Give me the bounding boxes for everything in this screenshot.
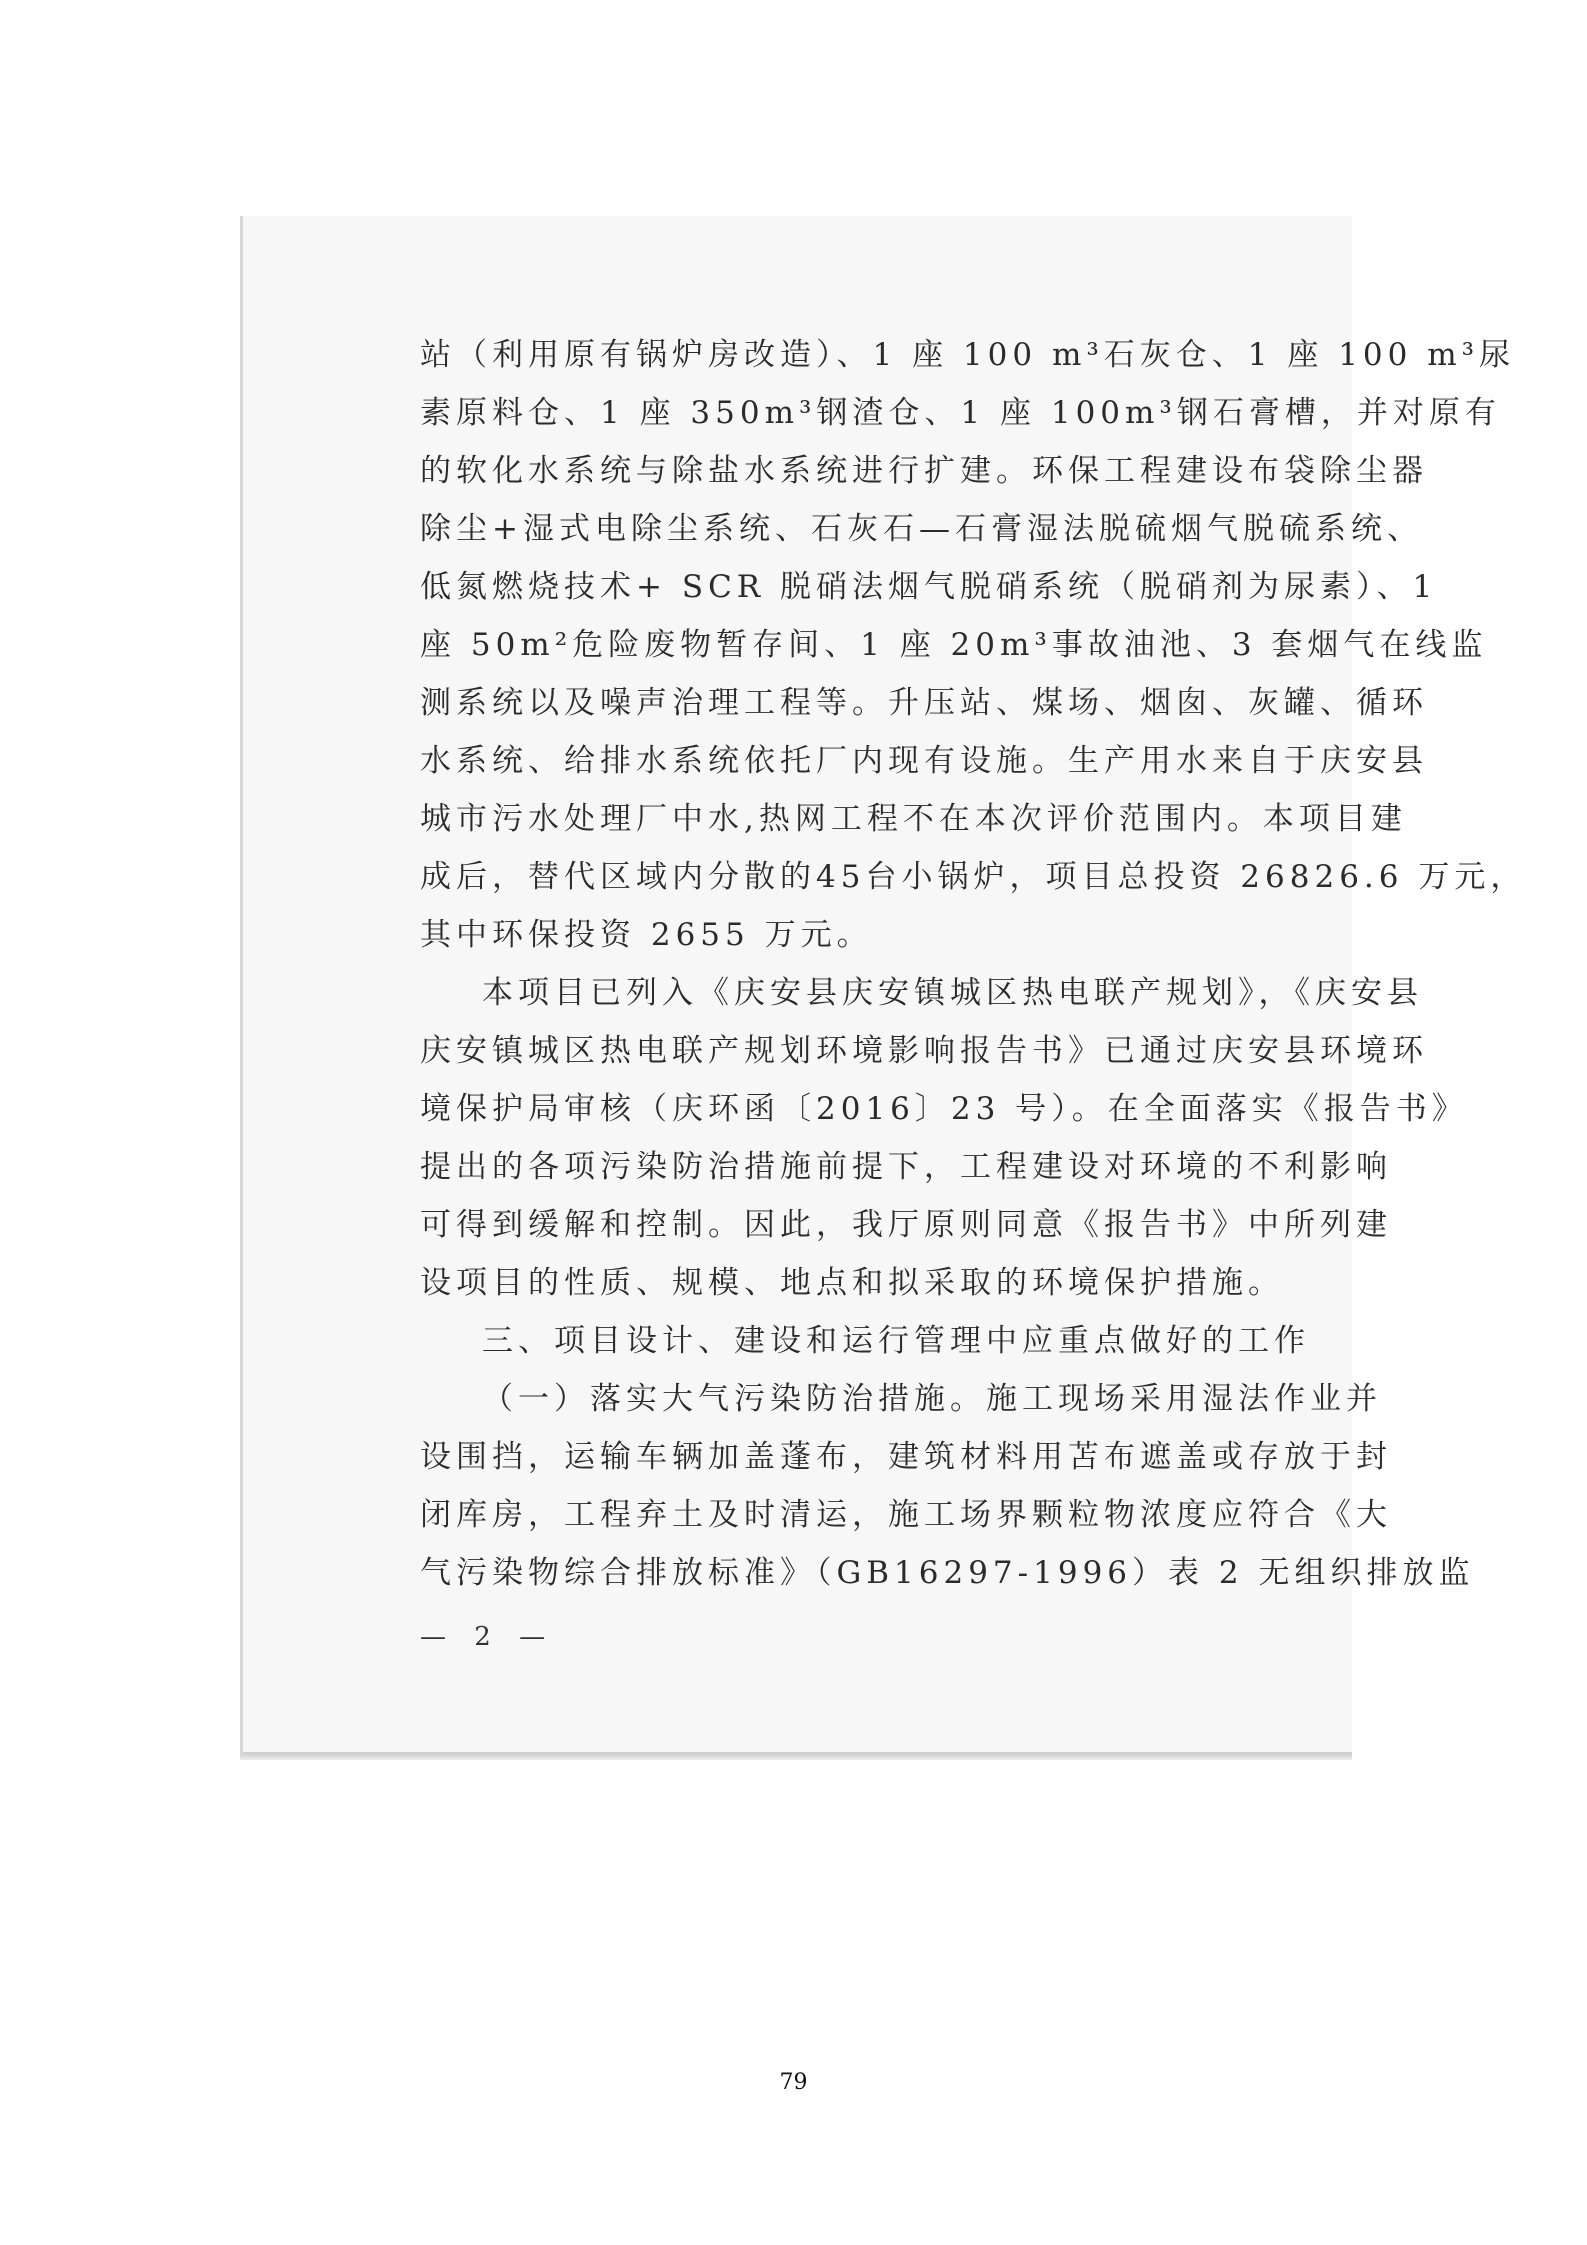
text-line: 气污染物综合排放标准》（GB16297-1996）表 2 无组织排放监 xyxy=(420,1555,1475,1591)
text-line: 成后，替代区域内分散的45台小锅炉，项目总投资 26826.6 万元， xyxy=(420,859,1527,895)
text-line: 座 50m²危险废物暂存间、1 座 20m³事故油池、3 套烟气在线监 xyxy=(420,627,1488,663)
text-line: 素原料仓、1 座 350m³钢渣仓、1 座 100m³钢石膏槽，并对原有 xyxy=(420,395,1501,431)
text-line: 低氮燃烧技术+ SCR 脱硝法烟气脱硝系统（脱硝剂为尿素）、1 xyxy=(420,569,1438,605)
text-line: 可得到缓解和控制。因此，我厅原则同意《报告书》中所列建 xyxy=(420,1207,1392,1243)
text-line: 其中环保投资 2655 万元。 xyxy=(420,917,873,953)
text-line: 除尘+湿式电除尘系统、石灰石—石膏湿法脱硫烟气脱硫系统、 xyxy=(420,511,1423,547)
text-line: 境保护局审核（庆环函〔2016〕23 号）。在全面落实《报告书》 xyxy=(420,1091,1468,1127)
body-text xyxy=(420,326,1527,1602)
text-line: 城市污水处理厂中水,热网工程不在本次评价范围内。本项目建 xyxy=(420,801,1407,837)
document-page-number: 79 xyxy=(779,2070,808,2095)
text-line: 提出的各项污染防治措施前提下，工程建设对环境的不利影响 xyxy=(420,1149,1392,1185)
scanned-page xyxy=(240,216,1527,1756)
text-line: （一）落实大气污染防治措施。施工现场采用湿法作业并 xyxy=(482,1381,1382,1417)
text-line: 设围挡，运输车辆加盖蓬布，建筑材料用苫布遮盖或存放于封 xyxy=(420,1439,1392,1475)
text-line: 闭库房，工程弃土及时清运，施工场界颗粒物浓度应符合《大 xyxy=(420,1497,1392,1533)
text-line: 水系统、给排水系统依托厂内现有设施。生产用水来自于庆安县 xyxy=(420,743,1428,779)
text-line: 庆安镇城区热电联产规划环境影响报告书》已通过庆安县环境环 xyxy=(420,1033,1428,1069)
text-line: 设项目的性质、规模、地点和拟采取的环境保护措施。 xyxy=(420,1265,1284,1301)
text-line: 的软化水系统与除盐水系统进行扩建。环保工程建设布袋除尘器 xyxy=(420,453,1428,489)
text-line: 本项目已列入《庆安县庆安镇城区热电联产规划》，《庆安县 xyxy=(482,975,1423,1011)
text-line: 测系统以及噪声治理工程等。升压站、煤场、烟囱、灰罐、循环 xyxy=(420,685,1428,721)
inner-page-number: — 2 — xyxy=(420,1622,556,1652)
section-heading: 三、项目设计、建设和运行管理中应重点做好的工作 xyxy=(482,1323,1310,1359)
text-line: 站（利用原有锅炉房改造）、1 座 100 m³石灰仓、1 座 100 m³尿 xyxy=(420,337,1516,373)
